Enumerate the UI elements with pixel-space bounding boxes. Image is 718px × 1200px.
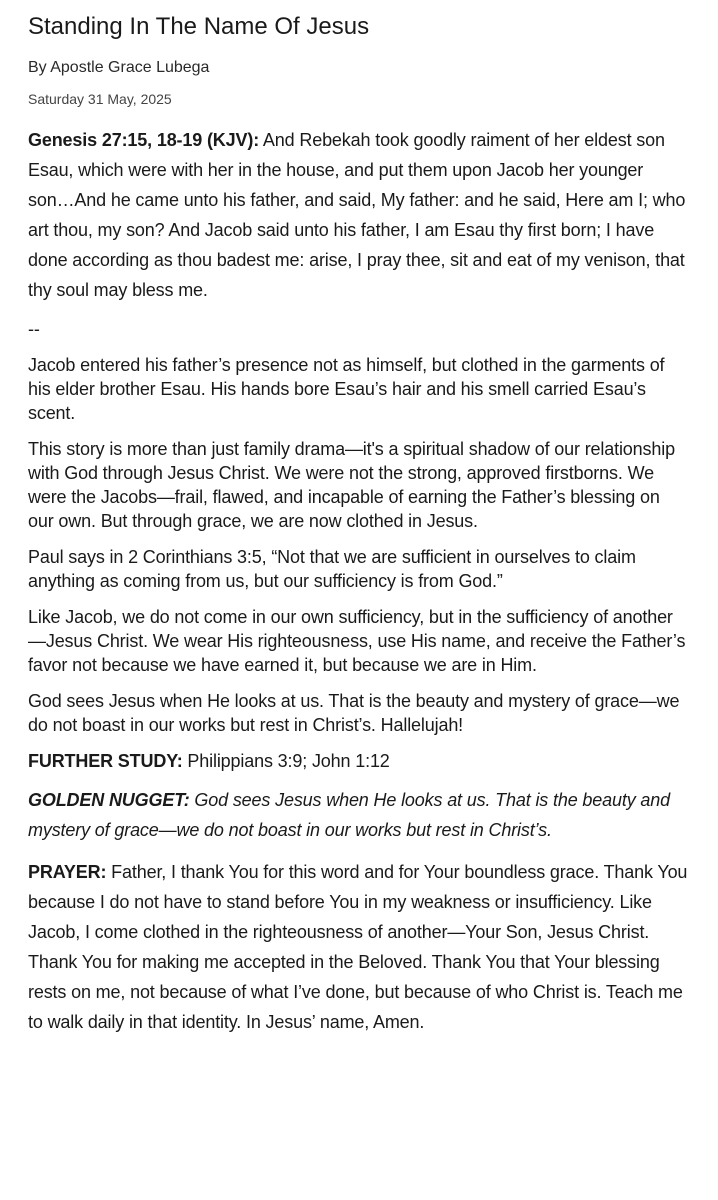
golden-nugget	[28, 785, 690, 845]
author-line: By Apostle Grace Lubega	[28, 59, 210, 76]
prayer-text: Father, I thank You for this word and for Your boundless grace. Thank You because I do not have to stand before You in my weakness or insufficiency. Like Jacob, I come clothed in the righteousness of another—Your Son, Jesus Christ. Thank You for making me accepted in the Beloved. Thank You that Your blessing rests on me, not because of what I’ve done, but because of who Christ is. Teach me to walk daily in that identity. In Jesus’ name, Amen.	[28, 862, 688, 1032]
scripture-passage	[28, 125, 690, 305]
prayer-label: PRAYER:	[28, 862, 107, 882]
body-paragraph: This story is more than just family drama—it's a spiritual shadow of our relationship with God through Jesus Christ. We were not the strong, approved firstborns. We were the Jacobs—frail, flawed, and incapable of earning the Father’s blessing on our own. But through grace, we are now clothed in Jesus.	[28, 439, 675, 531]
body-paragraph: God sees Jesus when He looks at us. That is the beauty and mystery of grace—we do not boast in our works but rest in Christ’s. Hallelujah!	[28, 691, 680, 735]
prayer	[28, 857, 690, 1037]
body-paragraph: Like Jacob, we do not come in our own sufficiency, but in the sufficiency of another—Jesus Christ. We wear His righteousness, use His name, and receive the Father’s favor not because we have earned it, but because we are in Him.	[28, 607, 686, 675]
body-paragraph: Paul says in 2 Corinthians 3:5, “Not that we are sufficient in ourselves to claim anything as coming from us, but our sufficiency is from God.”	[28, 547, 636, 591]
scripture-text: And Rebekah took goodly raiment of her eldest son Esau, which were with her in the house, and put them upon Jacob her younger son…And he came unto his father, and said, My father: and he said, Here am I; who art thou, my son? And Jacob said unto his father, I am Esau thy first born; I have done according as thou badest me: arise, I pray thee, sit and eat of my venison, that thy soul may bless me.	[28, 130, 686, 300]
golden-nugget-text: God sees Jesus when He looks at us. That is the beauty and mystery of grace—we do not boast in our works but rest in Christ’s.	[28, 790, 670, 840]
section-separator: --	[28, 319, 40, 339]
golden-nugget-label: GOLDEN NUGGET:	[28, 790, 190, 810]
publish-date: Saturday 31 May, 2025	[28, 91, 172, 107]
further-study-text: Philippians 3:9; John 1:12	[182, 751, 390, 771]
page-title: Standing In The Name Of Jesus	[28, 13, 370, 40]
scripture-reference: Genesis 27:15, 18-19 (KJV):	[28, 130, 260, 150]
further-study	[28, 749, 690, 773]
article-body	[28, 125, 690, 1037]
body-paragraph: Jacob entered his father’s presence not as himself, but clothed in the garments of his elder brother Esau. His hands bore Esau’s hair and his smell carried Esau’s scent.	[28, 355, 665, 423]
further-study-label: FURTHER STUDY:	[28, 751, 183, 771]
